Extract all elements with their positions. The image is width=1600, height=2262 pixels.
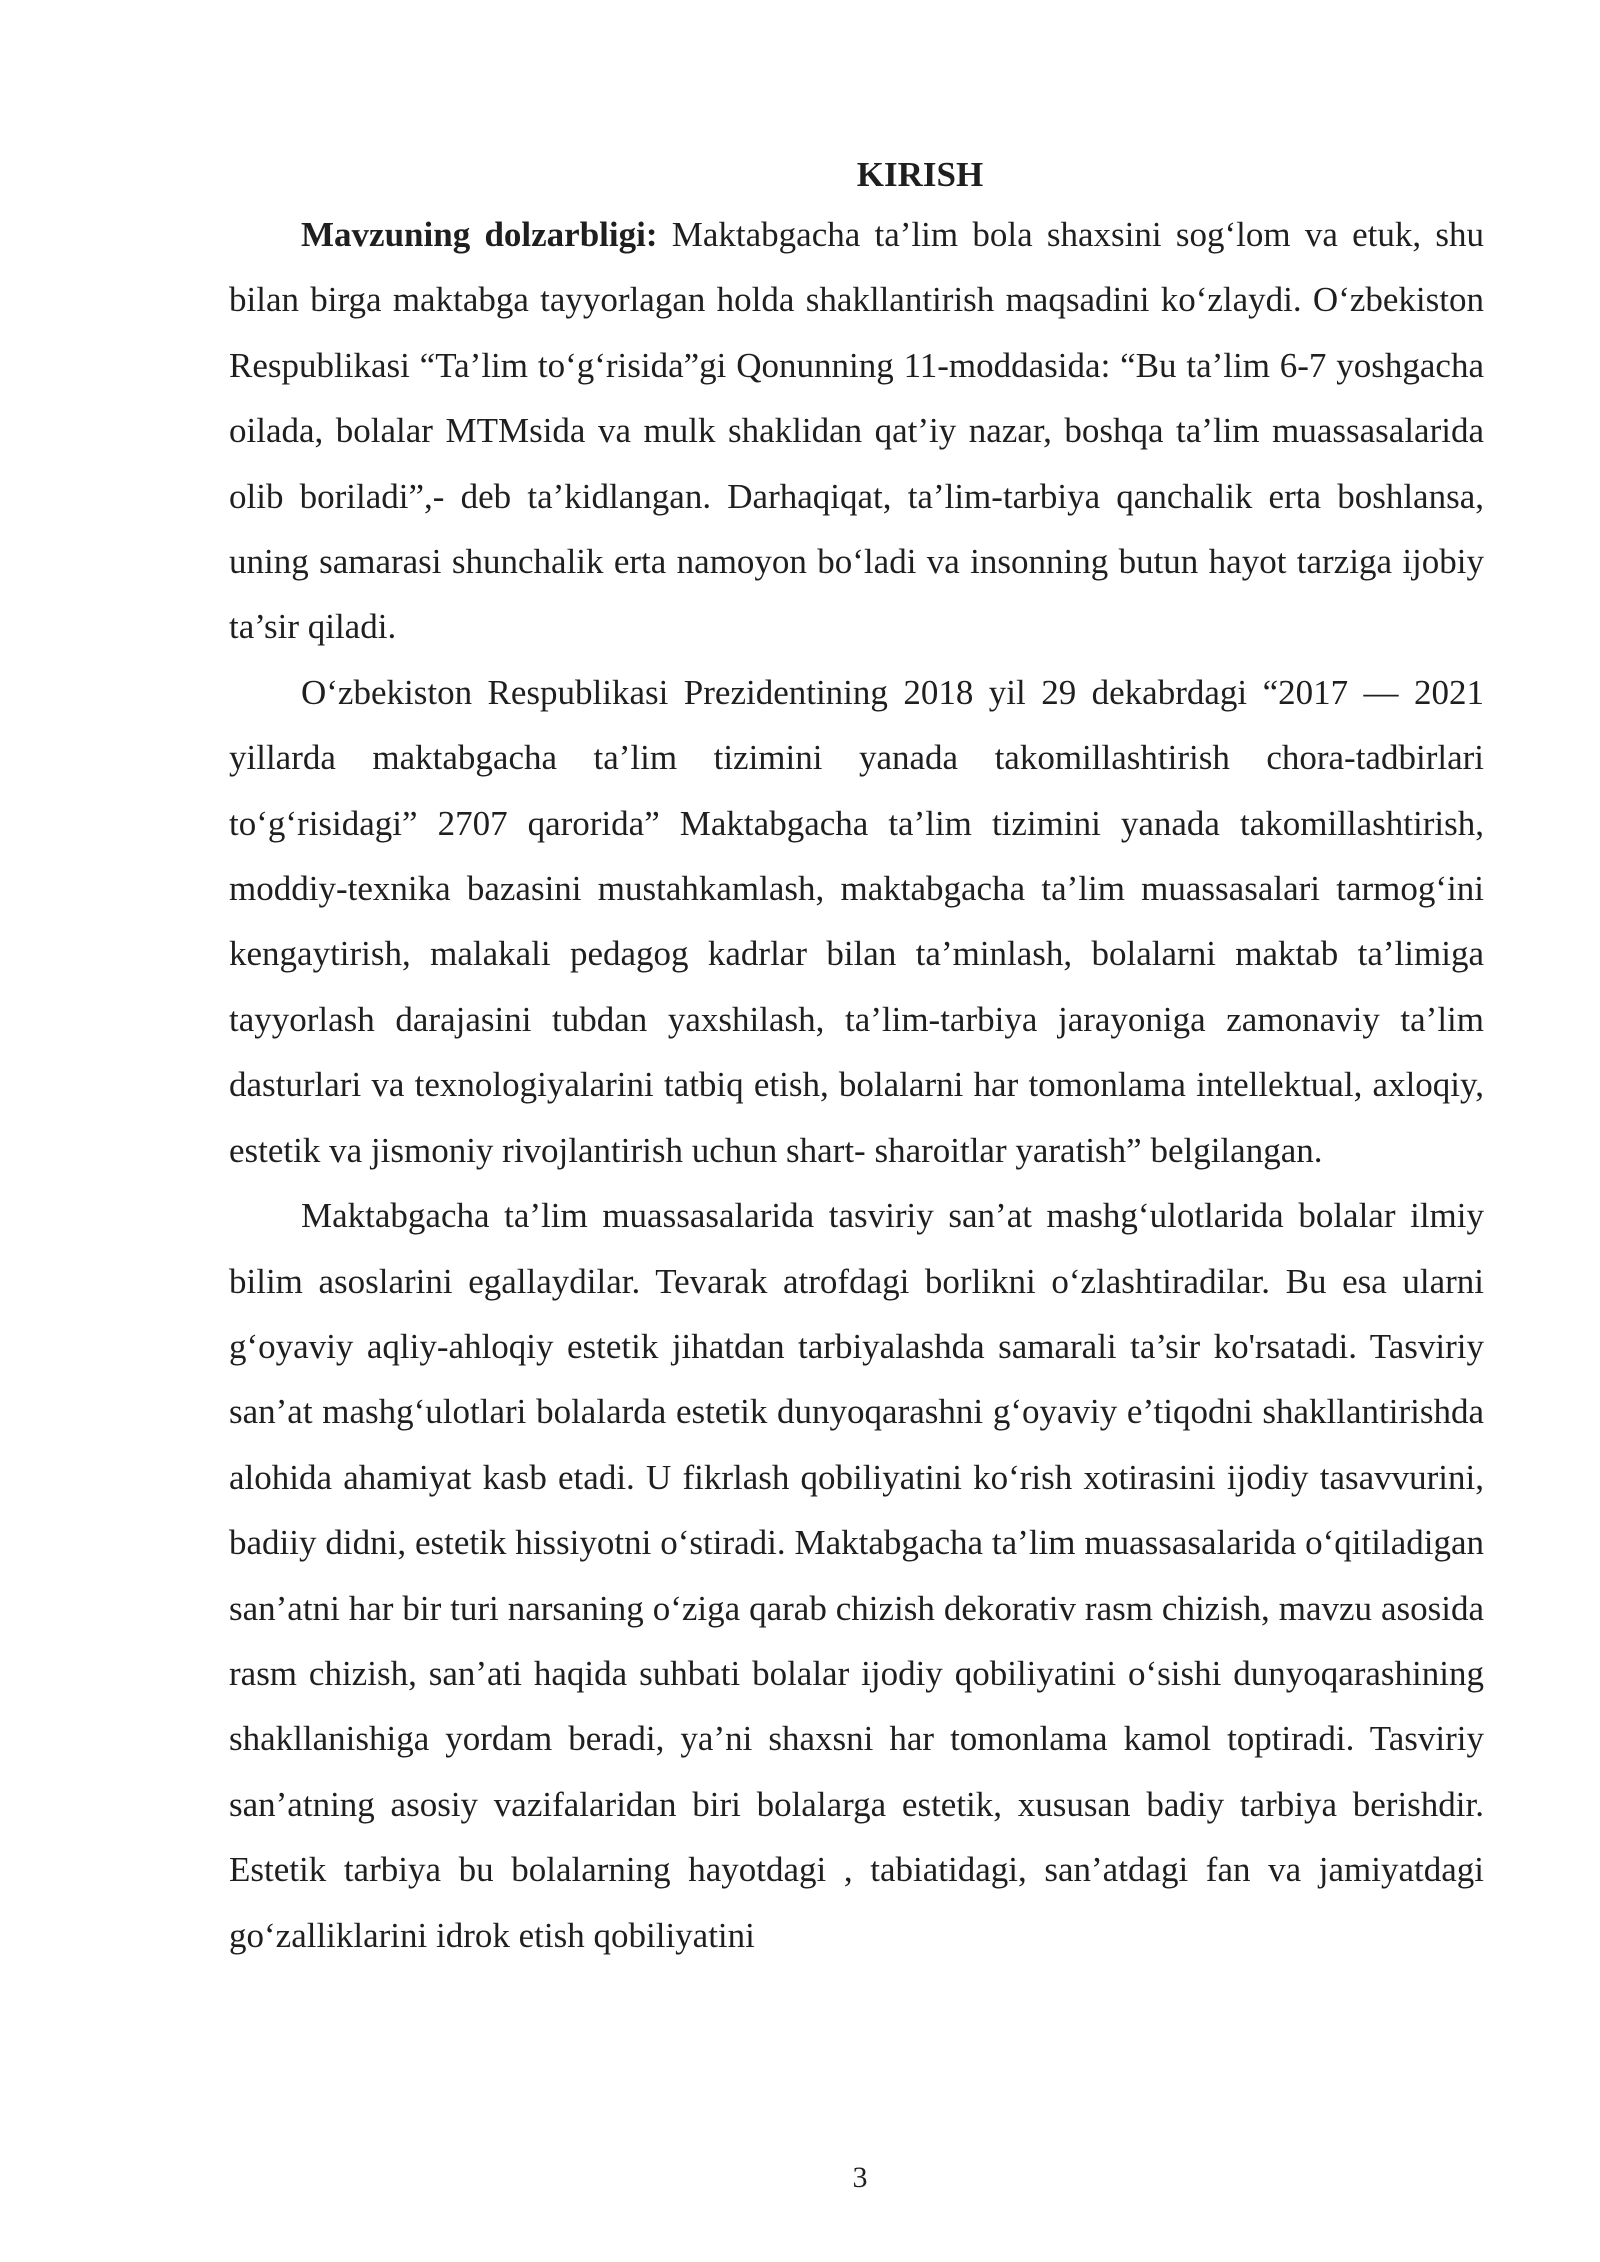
paragraph-lead-label: Mavzuning dolzarbligi: bbox=[301, 215, 658, 254]
page-content bbox=[229, 148, 1484, 1968]
paragraph-fine-arts: Maktabgacha ta’lim muassasalarida tasviriy san’at mashg‘ulotlarida bolalar ilmiy bilim asoslarini egallaydilar. Tevarak atrofdagi borlikni o‘zlashtiradilar. Bu esa ularni g‘oyaviy aqliy-ahloqiy estetik jihatdan tarbiyalashda samarali ta’sir ko'rsatadi. Tasviriy san’at mashg‘ulotlari bolalarda estetik dunyoqarashni g‘oyaviy e’tiqodni shakllantirishda alohida ahamiyat kasb etadi. U fikrlash qobiliyatini ko‘rish xotirasini ijodiy tasavvurini, badiiy didni, estetik hissiyotni o‘stiradi. Maktabgacha ta’lim muassasalarida o‘qitiladigan san’atni har bir turi narsaning o‘ziga qarab chizish dekorativ rasm chizish, mavzu asosida rasm chizish, san’ati haqida suhbati bolalar ijodiy qobiliyatini o‘sishi dunyoqarashining shakllanishiga yordam beradi, ya’ni shaxsni har tomonlama kamol toptiradi. Tasviriy san’atning asosiy vazifalaridan biri bolalarga estetik, xususan badiy tarbiya berishdir. Estetik tarbiya bu bolalarning hayotdagi , tabiatidagi, san’atdagi fan va jamiyatdagi go‘zalliklarini idrok etish qobiliyatini bbox=[229, 1196, 1484, 1955]
section-heading: KIRISH bbox=[856, 155, 984, 194]
paragraph-relevance bbox=[229, 202, 1484, 660]
paragraph-text: Maktabgacha ta’lim bola shaxsini sog‘lom va etuk, shu bilan birga maktabga tayyorlagan holda shakllantirish maqsadini ko‘zlaydi. O‘zbekiston Respublikasi “Ta’lim to‘g‘risida”gi Qonunning 11-moddasida: “Bu ta’lim 6-7 yoshgacha oilada, bolalar MTMsida va mulk shaklidan qat’iy nazar, boshqa ta’lim muassasalarida olib boriladi”,- deb ta’kidlangan. Darhaqiqat, ta’lim-tarbiya qanchalik erta boshlansa, uning samarasi shunchalik erta namoyon bo‘ladi va insonning butun hayot tarziga ijobiy ta’sir qiladi. bbox=[229, 215, 1484, 647]
page-number: 3 bbox=[852, 2161, 868, 2194]
paragraph-presidential-decree: O‘zbekiston Respublikasi Prezidentining 2018 yil 29 dekabrdagi “2017 — 2021 yillarda maktabgacha ta’lim tizimini yanada takomillashtirish chora-tadbirlari to‘g‘risidagi” 2707 qarorida” Maktabgacha ta’lim tizimini yanada takomillashtirish, moddiy-texnika bazasini mustahkamlash, maktabgacha ta’lim muassasalari tarmog‘ini kengaytirish, malakali pedagog kadrlar bilan ta’minlash, bolalarni maktab ta’limiga tayyorlash darajasini tubdan yaxshilash, ta’lim-tarbiya jarayoniga zamonaviy ta’lim dasturlari va texnologiyalarini tatbiq etish, bolalarni har tomonlama intellektual, axloqiy, estetik va jismoniy rivojlantirish uchun shart- sharoitlar yaratish” belgilangan. bbox=[229, 672, 1484, 1170]
